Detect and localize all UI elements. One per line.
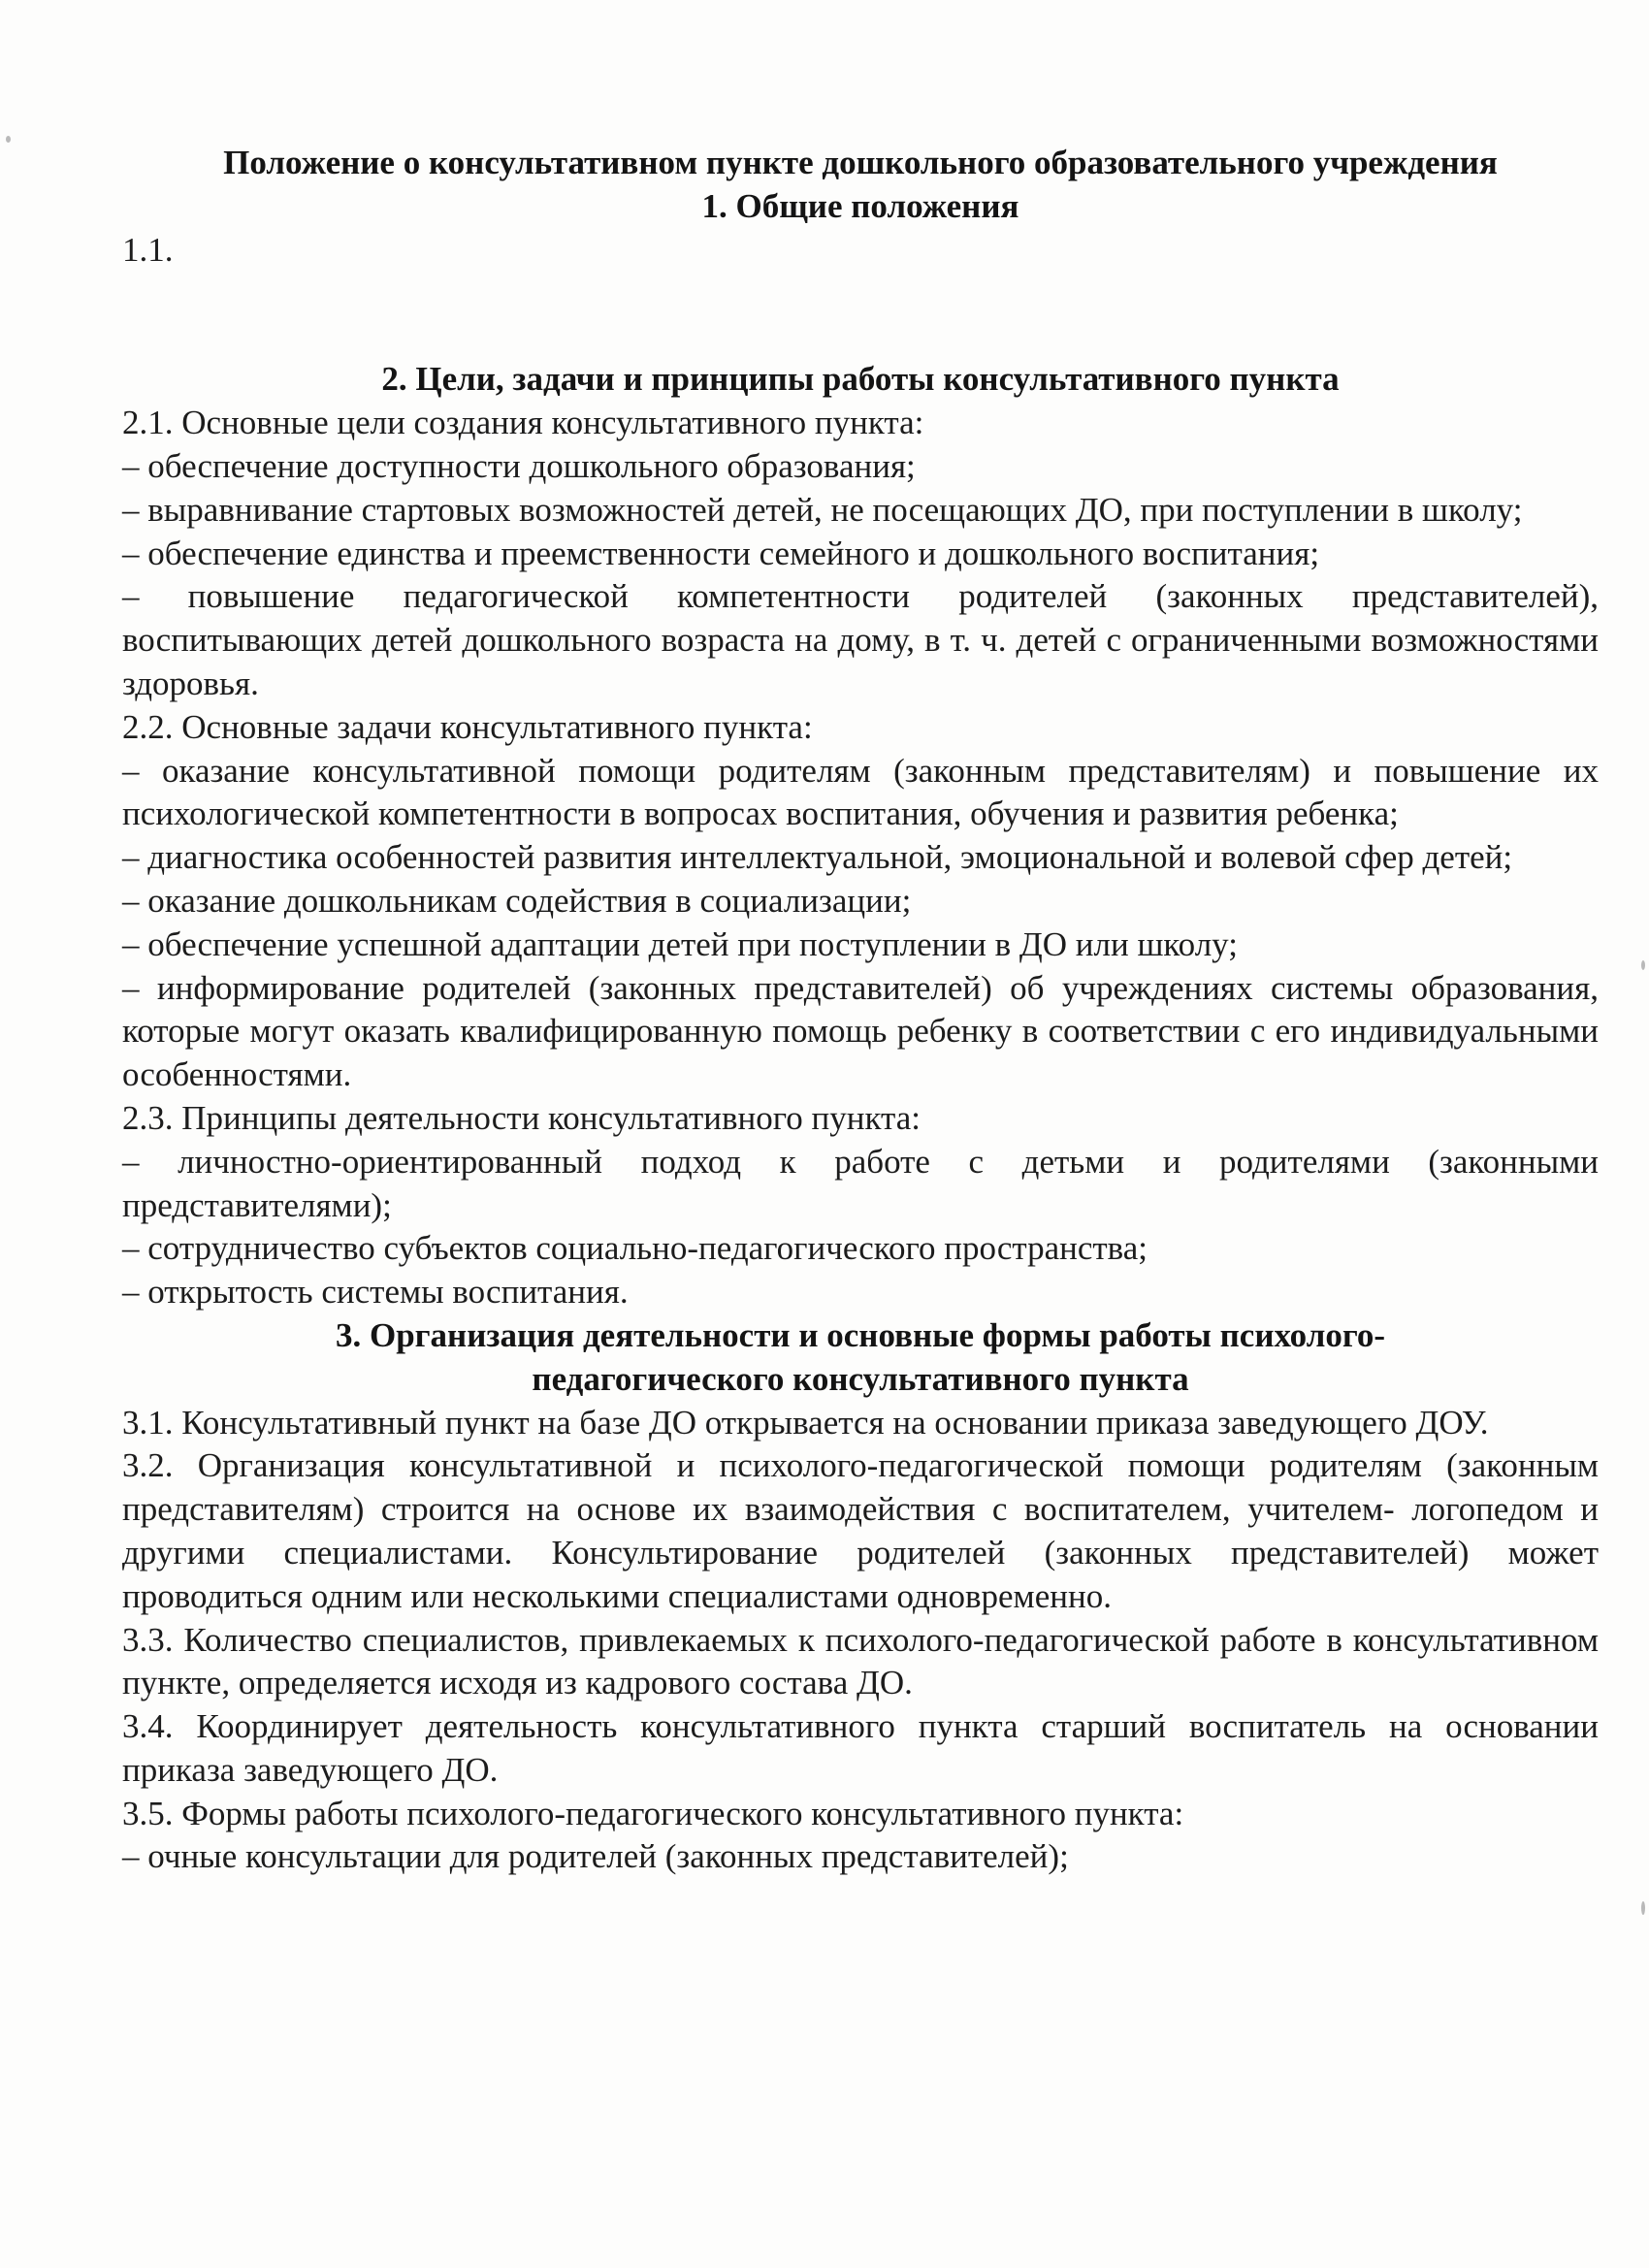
list-item: – очные консультации для родителей (законных представителей); (122, 1837, 1069, 1876)
paragraph-3-4: 3.4. Координирует деятельность консультативного пункта старший воспитатель на основании приказа заведующего ДО. (122, 1707, 1599, 1789)
paragraph-3-5: 3.5. Формы работы психолого-педагогического консультативного пункта: (122, 1794, 1184, 1832)
scan-speck (1641, 960, 1645, 970)
paragraph-2-2: 2.2. Основные задачи консультативного пункта: (122, 707, 813, 746)
blank-space (122, 272, 1599, 358)
paragraph-3-2: 3.2. Организация консультативной и психолого-педагогической помощи родителям (законным представителям) строится на основе их взаимодействия с воспитателем, учителем- логопедом и другими специалистами. Консультирование родителей (законных представителей) может проводиться одним или несколькими специалистами одновременно. (122, 1446, 1599, 1615)
paragraph-2-3: 2.3. Принципы деятельности консультативного пункта: (122, 1098, 921, 1137)
section-2-heading: 2. Цели, задачи и принципы работы консультативного пункта (381, 360, 1340, 399)
list-item: – обеспечение доступности дошкольного образования; (122, 446, 916, 485)
paragraph-1-1: 1.1. (122, 230, 174, 269)
list-item: – сотрудничество субъектов социально-педагогического пространства; (122, 1229, 1148, 1268)
scan-speck (1641, 1901, 1645, 1915)
document-body (122, 142, 1599, 1879)
list-item: – диагностика особенностей развития интеллектуальной, эмоциональной и волевой сфер детей; (122, 838, 1513, 877)
list-item: – обеспечение успешной адаптации детей при поступлении в ДО или школу; (122, 924, 1238, 963)
list-item: – открытость системы воспитания. (122, 1273, 629, 1312)
paragraph-3-3: 3.3. Количество специалистов, привлекаемых к психолого-педагогической работе в консультативном пункте, определяется исходя из кадрового состава ДО. (122, 1620, 1599, 1702)
list-item: – оказание дошкольникам содействия в социализации; (122, 881, 912, 920)
list-item: – личностно-ориентированный подход к работе с детьми и родителями (законными представителями); (122, 1142, 1599, 1224)
list-item: – обеспечение единства и преемственности семейного и дошкольного воспитания; (122, 534, 1320, 572)
section-3-heading (122, 1314, 1599, 1402)
list-item: – информирование родителей (законных представителей) об учреждениях системы образования, которые могут оказать квалифицированную помощь ребенку в соответствии с его индивидуальными особенностями. (122, 968, 1599, 1094)
paragraph-2-1: 2.1. Основные цели создания консультативного пункта: (122, 404, 924, 442)
list-item: – оказание консультативной помощи родителям (законным представителям) и повышение их психологической компетентности в вопросах воспитания, обучения и развития ребенка; (122, 751, 1599, 833)
document-title: Положение о консультативном пункте дошкольного образовательного учреждения (223, 144, 1498, 181)
list-item: – выравнивание стартовых возможностей детей, не посещающих ДО, при поступлении в школу; (122, 490, 1523, 529)
section-3-heading-line-2: педагогического консультативного пункта (532, 1359, 1189, 1398)
section-3-heading-line-1: 3. Организация деятельности и основные формы работы психолого- (335, 1315, 1386, 1354)
scan-speck (6, 136, 11, 143)
section-1-heading: 1. Общие положения (701, 186, 1019, 225)
paragraph-3-1: 3.1. Консультативный пункт на базе ДО открывается на основании приказа заведующего ДОУ. (122, 1403, 1489, 1442)
list-item: – повышение педагогической компетентности родителей (законных представителей), воспитывающих детей дошкольного возраста на дому, в т. ч. детей с ограниченными возможностями здоровья. (122, 577, 1599, 702)
